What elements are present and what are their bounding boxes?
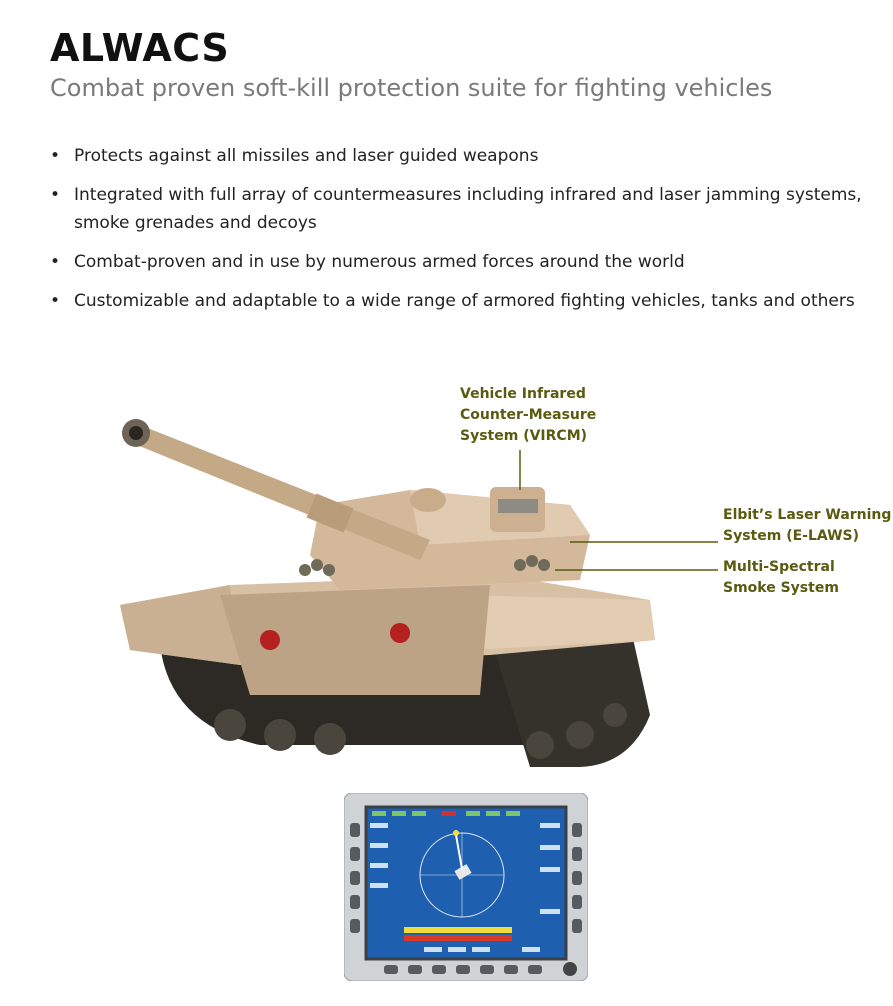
feature-list [48,142,868,326]
feature-item: • Protects against all missiles and laser guided weapons [48,142,868,170]
feature-item: • Combat-proven and in use by numerous armed forces around the world [48,248,868,276]
page-title: ALWACS [50,26,230,70]
tank-illustration [110,395,670,775]
page-subtitle: Combat proven soft-kill protection suite for fighting vehicles [50,74,773,102]
callout-vircm: Vehicle Infrared Counter-Measure System (VIRCM) [460,386,597,444]
feature-item: • Integrated with full array of countermeasures including infrared and laser jamming systems, smoke grenades and decoys [48,181,868,237]
feature-item: • Customizable and adaptable to a wide range of armored fighting vehicles, tanks and others [48,287,868,315]
control-display-unit [344,793,588,981]
callout-elaws: Elbit’s Laser Warning System (E-LAWS) [723,507,892,544]
callout-smoke-system: Multi-Spectral Smoke System [723,559,839,596]
